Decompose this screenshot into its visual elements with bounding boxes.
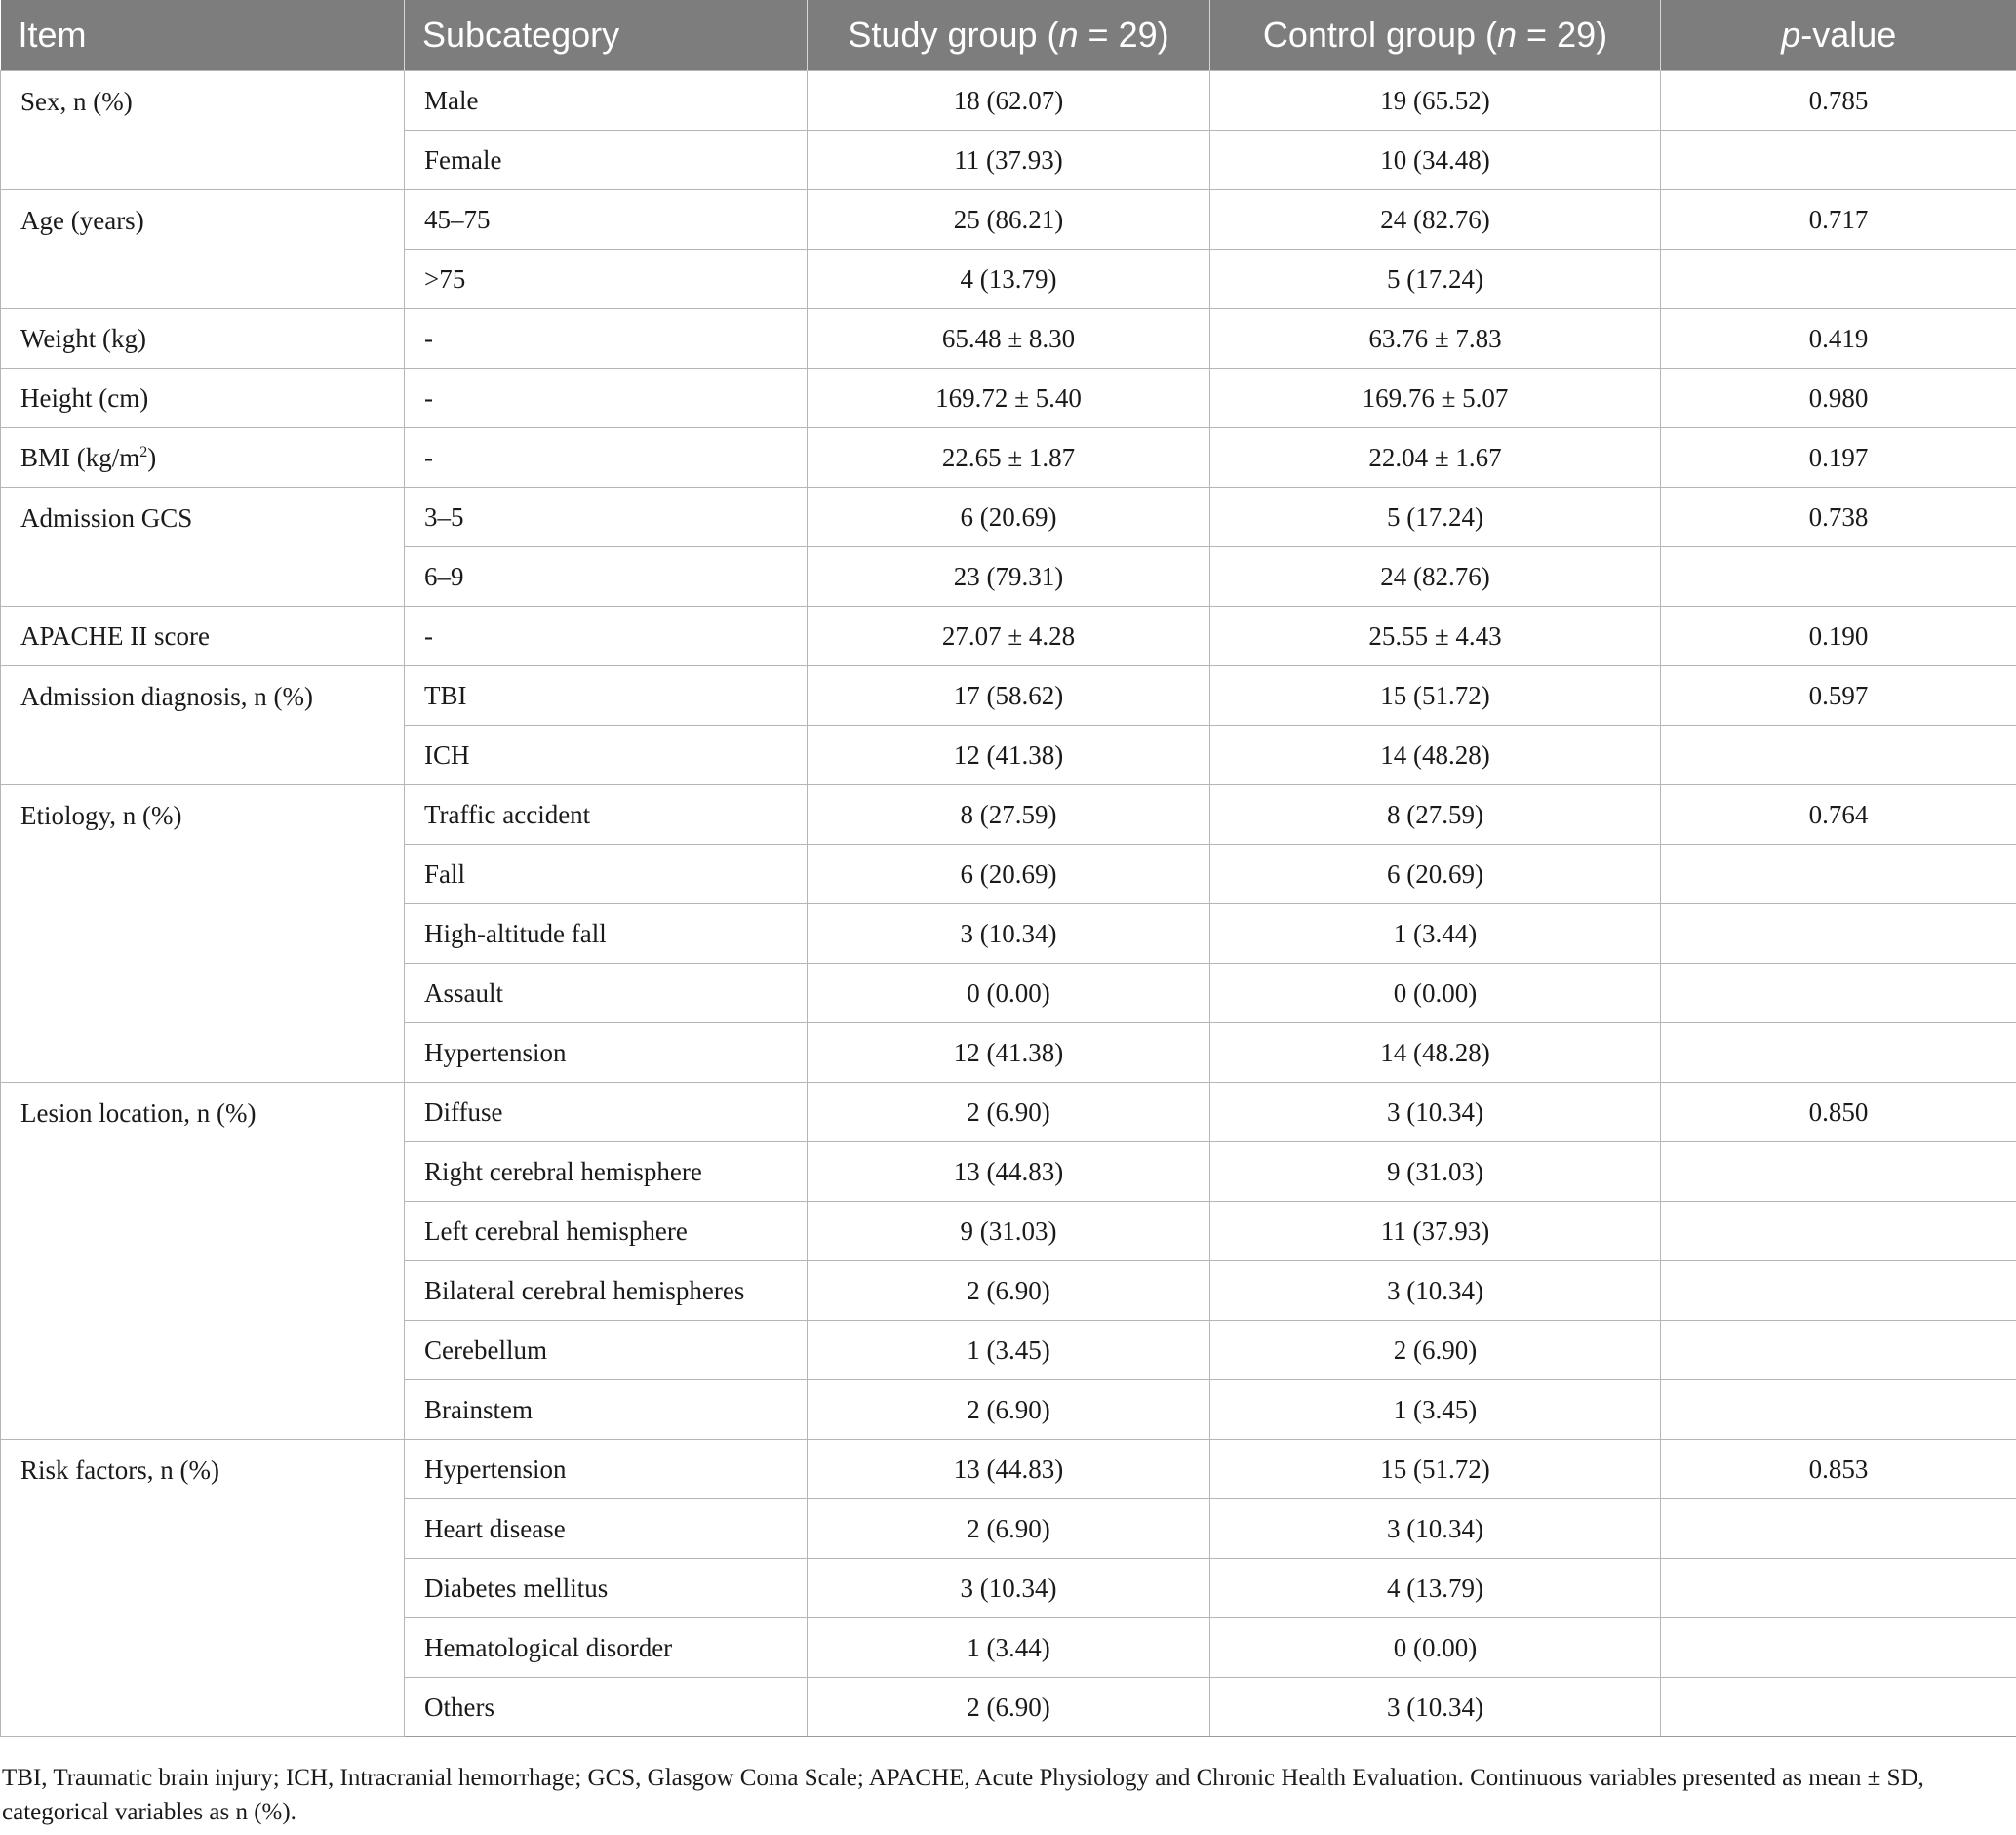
item-cell: Lesion location, n (%) [1, 1083, 405, 1440]
subcategory-cell: Hematological disorder [405, 1618, 808, 1678]
table-row [1, 666, 2016, 726]
subcategory-cell: Right cerebral hemisphere [405, 1142, 808, 1202]
study-cell: 2 (6.90) [808, 1678, 1210, 1737]
subcategory-cell: High-altitude fall [405, 904, 808, 964]
subcategory-cell: - [405, 309, 808, 369]
study-cell: 23 (79.31) [808, 547, 1210, 607]
subcategory-cell: Traffic accident [405, 785, 808, 845]
p-value-cell: 0.764 [1661, 785, 2016, 845]
item-cell: APACHE II score [1, 607, 405, 666]
study-cell: 9 (31.03) [808, 1202, 1210, 1261]
p-value-cell [1661, 1499, 2016, 1559]
item-cell: Admission GCS [1, 488, 405, 607]
table-row [1, 71, 2016, 131]
study-cell: 12 (41.38) [808, 726, 1210, 785]
control-cell: 14 (48.28) [1210, 726, 1661, 785]
table-row [1, 785, 2016, 845]
p-value-cell: 0.785 [1661, 71, 2016, 131]
control-cell: 63.76 ± 7.83 [1210, 309, 1661, 369]
subcategory-cell: TBI [405, 666, 808, 726]
study-cell: 6 (20.69) [808, 845, 1210, 904]
control-cell: 3 (10.34) [1210, 1261, 1661, 1321]
header-control-group: Control group (n = 29) [1210, 0, 1661, 71]
p-value-cell: 0.419 [1661, 309, 2016, 369]
item-cell: Height (cm) [1, 369, 405, 428]
control-cell: 22.04 ± 1.67 [1210, 428, 1661, 488]
p-value-cell [1661, 1678, 2016, 1737]
subcategory-cell: Left cerebral hemisphere [405, 1202, 808, 1261]
subcategory-cell: 6–9 [405, 547, 808, 607]
subcategory-cell: Brainstem [405, 1380, 808, 1440]
study-cell: 6 (20.69) [808, 488, 1210, 547]
table-row [1, 607, 2016, 666]
item-cell: Etiology, n (%) [1, 785, 405, 1083]
study-cell: 169.72 ± 5.40 [808, 369, 1210, 428]
control-cell: 1 (3.45) [1210, 1380, 1661, 1440]
p-value-cell: 0.197 [1661, 428, 2016, 488]
control-cell: 3 (10.34) [1210, 1083, 1661, 1142]
subcategory-cell: Assault [405, 964, 808, 1023]
table-row [1, 190, 2016, 250]
control-cell: 11 (37.93) [1210, 1202, 1661, 1261]
header-item: Item [1, 0, 405, 71]
subcategory-cell: Heart disease [405, 1499, 808, 1559]
control-cell: 24 (82.76) [1210, 547, 1661, 607]
study-cell: 65.48 ± 8.30 [808, 309, 1210, 369]
study-cell: 4 (13.79) [808, 250, 1210, 309]
control-cell: 0 (0.00) [1210, 964, 1661, 1023]
subcategory-cell: - [405, 607, 808, 666]
subcategory-cell: 3–5 [405, 488, 808, 547]
p-value-cell: 0.597 [1661, 666, 2016, 726]
study-cell: 11 (37.93) [808, 131, 1210, 190]
p-value-cell [1661, 904, 2016, 964]
p-value-cell: 0.190 [1661, 607, 2016, 666]
p-value-cell [1661, 1142, 2016, 1202]
study-cell: 2 (6.90) [808, 1083, 1210, 1142]
table-row [1, 488, 2016, 547]
subcategory-cell: Female [405, 131, 808, 190]
p-value-cell [1661, 547, 2016, 607]
control-cell: 24 (82.76) [1210, 190, 1661, 250]
p-value-cell [1661, 1202, 2016, 1261]
control-cell: 1 (3.44) [1210, 904, 1661, 964]
p-value-cell: 0.853 [1661, 1440, 2016, 1499]
control-cell: 2 (6.90) [1210, 1321, 1661, 1380]
study-cell: 13 (44.83) [808, 1440, 1210, 1499]
p-value-cell: 0.738 [1661, 488, 2016, 547]
control-cell: 10 (34.48) [1210, 131, 1661, 190]
control-cell: 25.55 ± 4.43 [1210, 607, 1661, 666]
study-cell: 22.65 ± 1.87 [808, 428, 1210, 488]
control-cell: 6 (20.69) [1210, 845, 1661, 904]
control-cell: 3 (10.34) [1210, 1678, 1661, 1737]
control-cell: 8 (27.59) [1210, 785, 1661, 845]
study-cell: 2 (6.90) [808, 1499, 1210, 1559]
header-subcategory: Subcategory [405, 0, 808, 71]
study-cell: 3 (10.34) [808, 1559, 1210, 1618]
control-cell: 169.76 ± 5.07 [1210, 369, 1661, 428]
subcategory-cell: Cerebellum [405, 1321, 808, 1380]
p-value-cell: 0.980 [1661, 369, 2016, 428]
p-value-cell [1661, 131, 2016, 190]
control-cell: 15 (51.72) [1210, 1440, 1661, 1499]
control-cell: 19 (65.52) [1210, 71, 1661, 131]
control-cell: 9 (31.03) [1210, 1142, 1661, 1202]
p-value-cell [1661, 845, 2016, 904]
item-cell: BMI $(kg/m^2)$ [1, 428, 405, 488]
p-value-cell: 0.717 [1661, 190, 2016, 250]
study-cell: 2 (6.90) [808, 1261, 1210, 1321]
control-cell: 5 (17.24) [1210, 488, 1661, 547]
p-value-cell: 0.850 [1661, 1083, 2016, 1142]
control-cell: 14 (48.28) [1210, 1023, 1661, 1083]
study-cell: 1 (3.45) [808, 1321, 1210, 1380]
subcategory-cell: Hypertension [405, 1023, 808, 1083]
study-cell: 2 (6.90) [808, 1380, 1210, 1440]
control-cell: 4 (13.79) [1210, 1559, 1661, 1618]
study-cell: 3 (10.34) [808, 904, 1210, 964]
study-cell: 12 (41.38) [808, 1023, 1210, 1083]
table-row [1, 1440, 2016, 1499]
study-cell: 8 (27.59) [808, 785, 1210, 845]
subcategory-cell: - [405, 428, 808, 488]
table-row [1, 428, 2016, 488]
subcategory-cell: >75 [405, 250, 808, 309]
item-cell: Risk factors, n (%) [1, 1440, 405, 1737]
p-value-cell [1661, 1559, 2016, 1618]
subcategory-cell: Diffuse [405, 1083, 808, 1142]
study-cell: 13 (44.83) [808, 1142, 1210, 1202]
header-row [1, 0, 2016, 71]
p-value-cell [1661, 1321, 2016, 1380]
item-cell: Admission diagnosis, n (%) [1, 666, 405, 785]
study-cell: 0 (0.00) [808, 964, 1210, 1023]
subcategory-cell: Diabetes mellitus [405, 1559, 808, 1618]
subcategory-cell: Male [405, 71, 808, 131]
control-cell: 5 (17.24) [1210, 250, 1661, 309]
table-footnote: TBI, Traumatic brain injury; ICH, Intracranial hemorrhage; GCS, Glasgow Coma Scale; APACHE, Acute Physiology and Chronic Health Evaluation. Continuous variables presented as mean ± SD, categorical variables as n (%). [2, 1765, 1924, 1825]
p-value-cell [1661, 964, 2016, 1023]
item-cell: Age (years) [1, 190, 405, 309]
table-row [1, 309, 2016, 369]
p-value-cell [1661, 1380, 2016, 1440]
header-study-group: Study group (n = 29) [808, 0, 1210, 71]
study-cell: 27.07 ± 4.28 [808, 607, 1210, 666]
table-row [1, 369, 2016, 428]
p-value-cell [1661, 1261, 2016, 1321]
study-cell: 1 (3.44) [808, 1618, 1210, 1678]
header-p-value: p-value [1661, 0, 2016, 71]
study-cell: 17 (58.62) [808, 666, 1210, 726]
subcategory-cell: Others [405, 1678, 808, 1737]
subcategory-cell: - [405, 369, 808, 428]
p-value-cell [1661, 1023, 2016, 1083]
control-cell: 3 (10.34) [1210, 1499, 1661, 1559]
subcategory-cell: Bilateral cerebral hemispheres [405, 1261, 808, 1321]
subcategory-cell: Fall [405, 845, 808, 904]
table-row [1, 1083, 2016, 1142]
item-cell: Sex, n (%) [1, 71, 405, 190]
study-cell: 18 (62.07) [808, 71, 1210, 131]
control-cell: 15 (51.72) [1210, 666, 1661, 726]
p-value-cell [1661, 1618, 2016, 1678]
subcategory-cell: Hypertension [405, 1440, 808, 1499]
subcategory-cell: ICH [405, 726, 808, 785]
subcategory-cell: 45–75 [405, 190, 808, 250]
p-value-cell [1661, 250, 2016, 309]
control-cell: 0 (0.00) [1210, 1618, 1661, 1678]
item-cell: Weight (kg) [1, 309, 405, 369]
study-cell: 25 (86.21) [808, 190, 1210, 250]
p-value-cell [1661, 726, 2016, 785]
